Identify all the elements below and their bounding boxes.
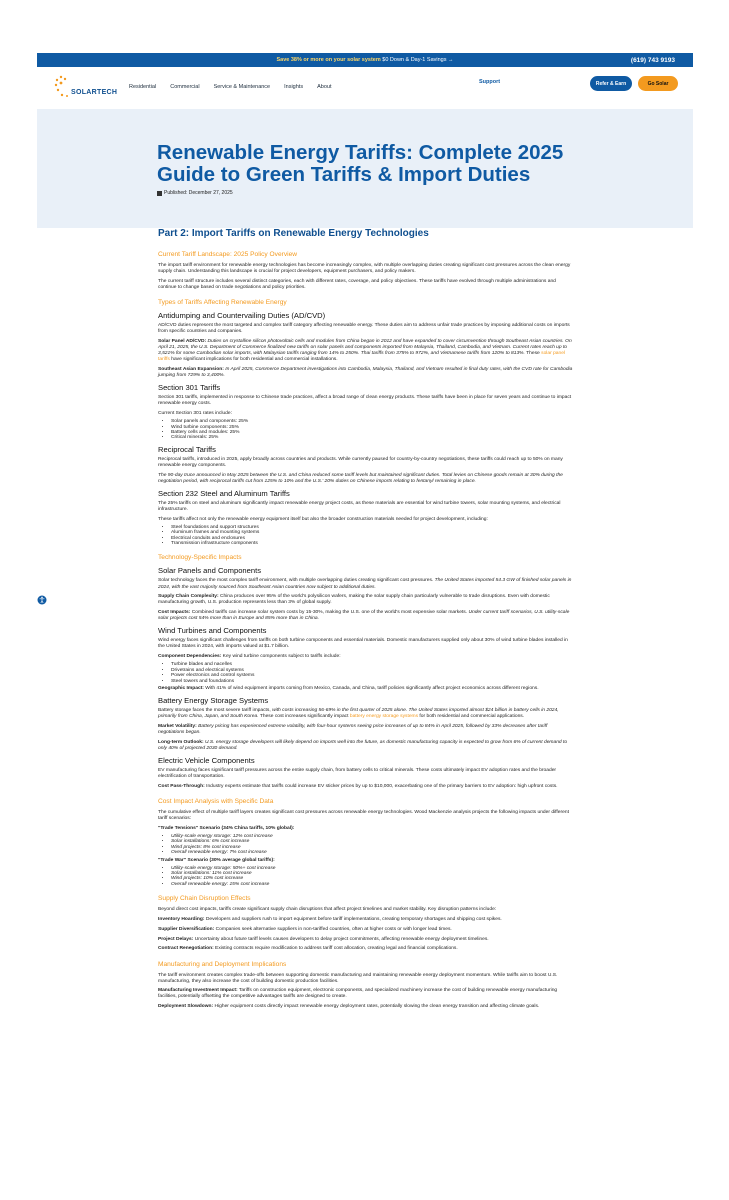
label: Component Dependencies: — [158, 654, 222, 660]
logo-wordmark — [71, 89, 117, 96]
list-item: • Wind projects: 8% cost increase — [171, 845, 573, 850]
paragraph: The tariff environment creates complex trade-offs between supporting domestic manufacturing and maintaining renewable energy deployment momentum. While tariffs aim to boost U.S. manufacturing, they also increase the cost of building domestic production facilities. — [158, 972, 558, 984]
label: Geographic Impact: — [158, 685, 204, 691]
scenario-heading: "Trade Tensions" Scenario (34% China tariffs, 10% global): — [158, 825, 295, 831]
publish-date-text: Published: December 27, 2025 — [164, 190, 233, 196]
site-header — [37, 67, 693, 109]
solartech-logo[interactable] — [53, 73, 118, 101]
nav-service-maintenance[interactable]: Service & Maintenance — [213, 84, 271, 90]
list-item: • Drivetrains and electrical systems — [171, 668, 573, 673]
label: Supplier Diversification: — [158, 926, 215, 932]
paragraph: Beyond direct cost impacts, tariffs create significant supply chain disruptions that affect project timelines and market stability. Key disruption patterns include: — [158, 907, 497, 913]
list-item: • Utility-scale energy storage: 12% cost increase — [171, 834, 573, 839]
section-heading: Current Tariff Landscape: 2025 Policy Overview — [158, 251, 298, 258]
paragraph: Section 301 tariffs, implemented in response to Chinese trade practices, affect a broad range of clean energy products. These tariffs have been in place for seven years and continue to impact renewable energy costs. — [158, 395, 572, 407]
list-item: • Solar installations: 6% cost increase — [171, 839, 573, 844]
paragraph: AD/CVD duties represent the most targeted and complex tariff category affecting renewable energy. These duties aim to address unfair trade practices by imposing additional costs on imports from specific countries and companies. — [158, 323, 570, 335]
bullet-list — [171, 662, 573, 684]
text: Higher equipment costs directly impact renewable energy deployment rates, potentially slowing the clean energy transition and affecting climate goals. — [213, 1004, 540, 1010]
text: Battery storage faces the most severe tariff impacts, — [158, 708, 271, 714]
text: Existing contracts require modification to address tariff cost allocation, creating legal and financial complications. — [213, 946, 458, 952]
text: Key wind turbine components subject to tariffs include: — [221, 654, 341, 660]
subsection-heading: Antidumping and Countervailing Duties (AD/CVD) — [158, 311, 326, 321]
bullet-list — [171, 419, 573, 441]
refer-earn-button[interactable]: Refer & Earn — [590, 76, 632, 91]
bullet-list — [171, 834, 573, 856]
calendar-icon — [157, 191, 162, 196]
section-heading: Supply Chain Disruption Effects — [158, 895, 251, 903]
italic-text: Battery pricing has experienced extreme volatility, with four-hour systems seeing price increases of up to 84% in April 2025, followed by 33% decreases after tariff negotiations began. — [158, 723, 548, 736]
italic-text: with costs increasing 56-69% in the first quarter of 2025 alone. The United States imported almost $24 billion in battery cells in 2024, primarily from China, Japan, and South Korea. — [158, 708, 559, 720]
italic-text: U.S. energy storage developers will likely depend on imports well into the future, as domestic manufacturing capacity is expected to grow from 6% of current demand to only 40% of projected 2030 demand. — [158, 739, 568, 751]
label: Project Delays: — [158, 936, 194, 942]
list-item: • Power electronics and control systems — [171, 673, 573, 678]
section-heading: Technology-Specific Impacts — [158, 554, 242, 562]
italic-text: Under current tariff scenarios, U.S. utility-scale solar projects cost 54% more than in Europe and 85% more than in China. — [158, 610, 570, 622]
list-item: • Aluminum frames and mounting systems — [171, 530, 573, 535]
paragraph: Current Section 301 rates include: — [158, 411, 232, 417]
label: Inventory Hoarding: — [158, 917, 205, 923]
paragraph: The 25% tariffs on steel and aluminum significantly impact renewable energy project costs, as these materials are essential for wind turbine towers, solar mounting systems, and electrical infrastructure. — [158, 500, 561, 512]
paragraph — [158, 367, 573, 379]
phone-number[interactable]: (619) 743 9193 — [630, 56, 675, 64]
paragraph: These tariffs affect not only the renewable energy equipment itself but also the broader construction materials needed for project development, including: — [158, 516, 488, 522]
list-item: • Turbine blades and nacelles — [171, 662, 573, 667]
subsection-heading: Section 232 Steel and Aluminum Tariffs — [158, 488, 290, 498]
list-item: • Solar panels and components: 25% — [171, 419, 573, 424]
text: Solar technology faces the most complex tariff environment, with multiple overlapping duties creating significant cost pressures. — [158, 578, 434, 584]
paragraph — [158, 784, 573, 790]
paragraph: Reciprocal tariffs, introduced in 2025, apply broadly across countries and products. While currently paused for country-by-country negotiations, these tariffs could reach up to 50% on many renewable energy components. — [158, 456, 563, 468]
subsection-heading: Wind Turbines and Components — [158, 626, 267, 636]
paragraph — [158, 917, 573, 923]
paragraph — [158, 740, 573, 752]
label: Solar Panel AD/CVD: — [158, 338, 207, 344]
text: China produces over 95% of the world's polysilicon wafers, making the solar supply chain particularly vulnerable to trade disruptions. Even with domestic manufacturing growth, U.S. production represents less than 3% of global supply. — [158, 594, 550, 606]
text: With 41% of wind equipment imports coming from Mexico, Canada, and China, tariff policies significantly affect project economics across different regions. — [203, 685, 539, 691]
label: Manufacturing Investment Impact: — [158, 988, 238, 994]
label: Contract Renegotiation: — [158, 946, 214, 952]
list-item: • Battery cells and modules: 25% — [171, 430, 573, 435]
paragraph — [158, 1004, 573, 1010]
promo-cta[interactable]: $0 Down & Day-1 Savings → — [382, 57, 454, 63]
paragraph: EV manufacturing faces significant tariff pressures across the entire supply chain, from battery cells to critical minerals. These costs ultimately impact EV adoption rates and the broader electrification of transportation. — [158, 768, 557, 780]
section-heading: Types of Tariffs Affecting Renewable Energy — [158, 299, 287, 307]
support-link[interactable]: Support — [479, 79, 501, 85]
label: Cost Pass-Through: — [158, 783, 205, 789]
list-item: • Electrical conduits and enclosures — [171, 536, 573, 541]
subsection-heading: Solar Panels and Components — [158, 566, 262, 576]
text: for both residential and commercial applications. — [418, 714, 525, 720]
part-title: Part 2: Import Tariffs on Renewable Energy Technologies — [158, 228, 429, 239]
nav-residential[interactable]: Residential — [129, 84, 157, 90]
section-heading: Manufacturing and Deployment Implications — [158, 960, 287, 968]
scenario-heading: "Trade War" Scenario (30% average global tariffs): — [158, 857, 275, 863]
text: have significant implications for both residential and commercial installations. — [169, 357, 338, 363]
article-body — [158, 228, 573, 1014]
subsection-heading: Electric Vehicle Components — [158, 756, 255, 765]
nav-about[interactable]: About — [317, 84, 332, 90]
paragraph: The current tariff structure includes several distinct categories, each with different rates, coverage, and policy objectives. These tariffs have evolved through multiple administrations and continue to change based on trade negotiations and policy priorities. — [158, 278, 556, 290]
page-title: Renewable Energy Tariffs: Complete 2025 Guide to Green Tariffs & Import Duties — [157, 141, 564, 186]
paragraph — [158, 654, 573, 660]
logo-main: SOLAR — [71, 89, 97, 96]
paragraph — [158, 686, 573, 692]
text: Uncertainty about future tariff levels causes developers to delay project commitments, affecting renewable energy deployment timelines. — [193, 936, 489, 942]
label: Long-term Outlook: — [158, 739, 204, 745]
italic-text: In April 2025, Commerce Department investigations into Cambodia, Malaysia, Thailand, and Vietnam resulted in final duty rates, with the CVD rate for Cambodia jumping from 729% to 3,400%. — [158, 367, 573, 379]
list-item: • Transmission infrastructure components — [171, 541, 573, 546]
text: These — [524, 351, 542, 357]
accessibility-icon[interactable] — [37, 594, 47, 606]
text: Companies seek alternative suppliers in non-tariffed countries, often at higher costs or with longer lead times. — [214, 926, 452, 932]
paragraph: The import tariff environment for renewable energy technologies has become increasingly complex, with multiple overlapping duties creating significant cost pressures across the clean energy supply chain. Understanding this landscape is crucial for project developers, equipment purchasers, and policy makers. — [158, 263, 571, 275]
label: Deployment Slowdown: — [158, 1004, 214, 1010]
text: Tariffs on construction equipment, electronic components, and specialized machinery increase the cost of building renewable energy manufacturing facilities, potentially offsetting the competitive advantages tariffs are designed to create. — [158, 988, 558, 1000]
logo-accent: TECH — [97, 89, 118, 96]
nav-commercial[interactable]: Commercial — [170, 84, 200, 90]
promo-bar — [37, 53, 693, 67]
subsection-heading: Reciprocal Tariffs — [158, 444, 216, 454]
paragraph — [158, 988, 573, 1000]
list-item: • Overall renewable energy: 7% cost increase — [171, 850, 573, 855]
sun-dots-icon — [53, 73, 99, 101]
list-item: • Utility-scale energy storage: 50%+ cost increase — [171, 866, 573, 871]
publish-date — [157, 190, 233, 196]
paragraph — [158, 610, 573, 622]
paragraph — [158, 937, 573, 943]
label: Southeast Asian Expansion: — [158, 367, 224, 372]
label: Market Volatility: — [158, 723, 197, 729]
list-item: • Critical minerals: 25% — [171, 435, 573, 440]
battery-storage-link[interactable]: battery energy storage systems — [349, 714, 419, 720]
list-item: • Solar installations: 11% cost increase — [171, 871, 573, 876]
text: These cost increases significantly impact — [258, 714, 350, 720]
text: Combined tariffs can increase solar system costs by 15-30%, making the U.S. one of the world's most expensive solar markets. — [190, 610, 468, 616]
main-nav — [129, 84, 331, 90]
label: Supply Chain Complexity: — [158, 594, 219, 600]
paragraph — [158, 578, 573, 590]
italic-text: The United States imported 54.3 GW of finished solar panels in 2024, with the vast majority sourced from Southeast Asian countries now subject to additional duties. — [158, 578, 572, 590]
paragraph — [158, 927, 573, 933]
paragraph: The cumulative effect of multiple tariff layers creates significant cost pressures across renewable energy technologies. Wood Mackenzie analysis projects the following impacts under different tariff scenarios: — [158, 809, 569, 822]
list-item: • Overall renewable energy: 15% cost increase — [171, 882, 573, 887]
hero-banner — [37, 109, 693, 228]
go-solar-button[interactable]: Go Solar — [638, 76, 678, 91]
promo-text[interactable] — [37, 57, 693, 63]
paragraph — [158, 594, 573, 606]
bullet-list — [171, 866, 573, 888]
list-item: • Steel towers and foundations — [171, 679, 573, 684]
nav-insights[interactable]: Insights — [284, 84, 304, 90]
paragraph — [158, 724, 573, 736]
list-item: • Wind projects: 10% cost increase — [171, 876, 573, 881]
solar-panel-tariffs-link[interactable]: solar panel tariffs — [158, 351, 566, 363]
subsection-heading: Section 301 Tariffs — [158, 383, 221, 393]
paragraph: Wind energy faces significant challenges from tariffs on both turbine components and essential materials. Domestic manufacturers supplied only about 30% of wind turbine blades installed in the United States in 2024, with imports valued at $1.7 billion. — [158, 638, 568, 650]
label: Cost Impacts: — [158, 610, 191, 616]
paragraph — [158, 708, 573, 720]
subsection-heading: Battery Energy Storage Systems — [158, 696, 269, 706]
list-item: • Wind turbine components: 25% — [171, 425, 573, 430]
text: Developers and suppliers rush to import equipment before tariff implementations, creating temporary shortages and shipping cost spikes. — [204, 917, 502, 923]
section-heading: Cost Impact Analysis with Specific Data — [158, 797, 274, 805]
list-item: • Steel foundations and support structures — [171, 525, 573, 530]
promo-lead: Save 38% or more on your solar system — [276, 57, 381, 63]
bullet-list — [171, 525, 573, 547]
paragraph — [158, 339, 573, 363]
text: Industry experts estimate that tariffs could increase EV sticker prices by up to $10,000, exacerbating one of the primary barriers to EV adoption: high upfront costs. — [204, 783, 558, 789]
paragraph — [158, 946, 573, 952]
paragraph: The 90-day truce announced in May 2025 between the U.S. and China reduced some tariff levels but maintained significant duties. Total levies on Chinese goods remain at 30% during the negotiation period, with reciprocal tariffs cut from 125% to 10% and the U.S.' 20% duties on Chinese imports relating to fentanyl remaining in place. — [158, 472, 563, 484]
italic-text: Duties on crystalline silicon photovoltaic cells and modules from China began in 2012 and have expanded to cover circumvention through Southeast Asian countries. On April 21, 2025, the U.S. Department of Commerce finalized new tariffs on solar panels and components imported from Malaysia, Thailand, Cambodia, and Vietnam. Current rates reach up to 3,521% for some Cambodian solar imports, with Malaysian tariffs ranging from 14% to 250%. Thai tariffs from 375% to 972%, and Vietnamese tariffs from 120% to 813%. — [158, 338, 572, 357]
